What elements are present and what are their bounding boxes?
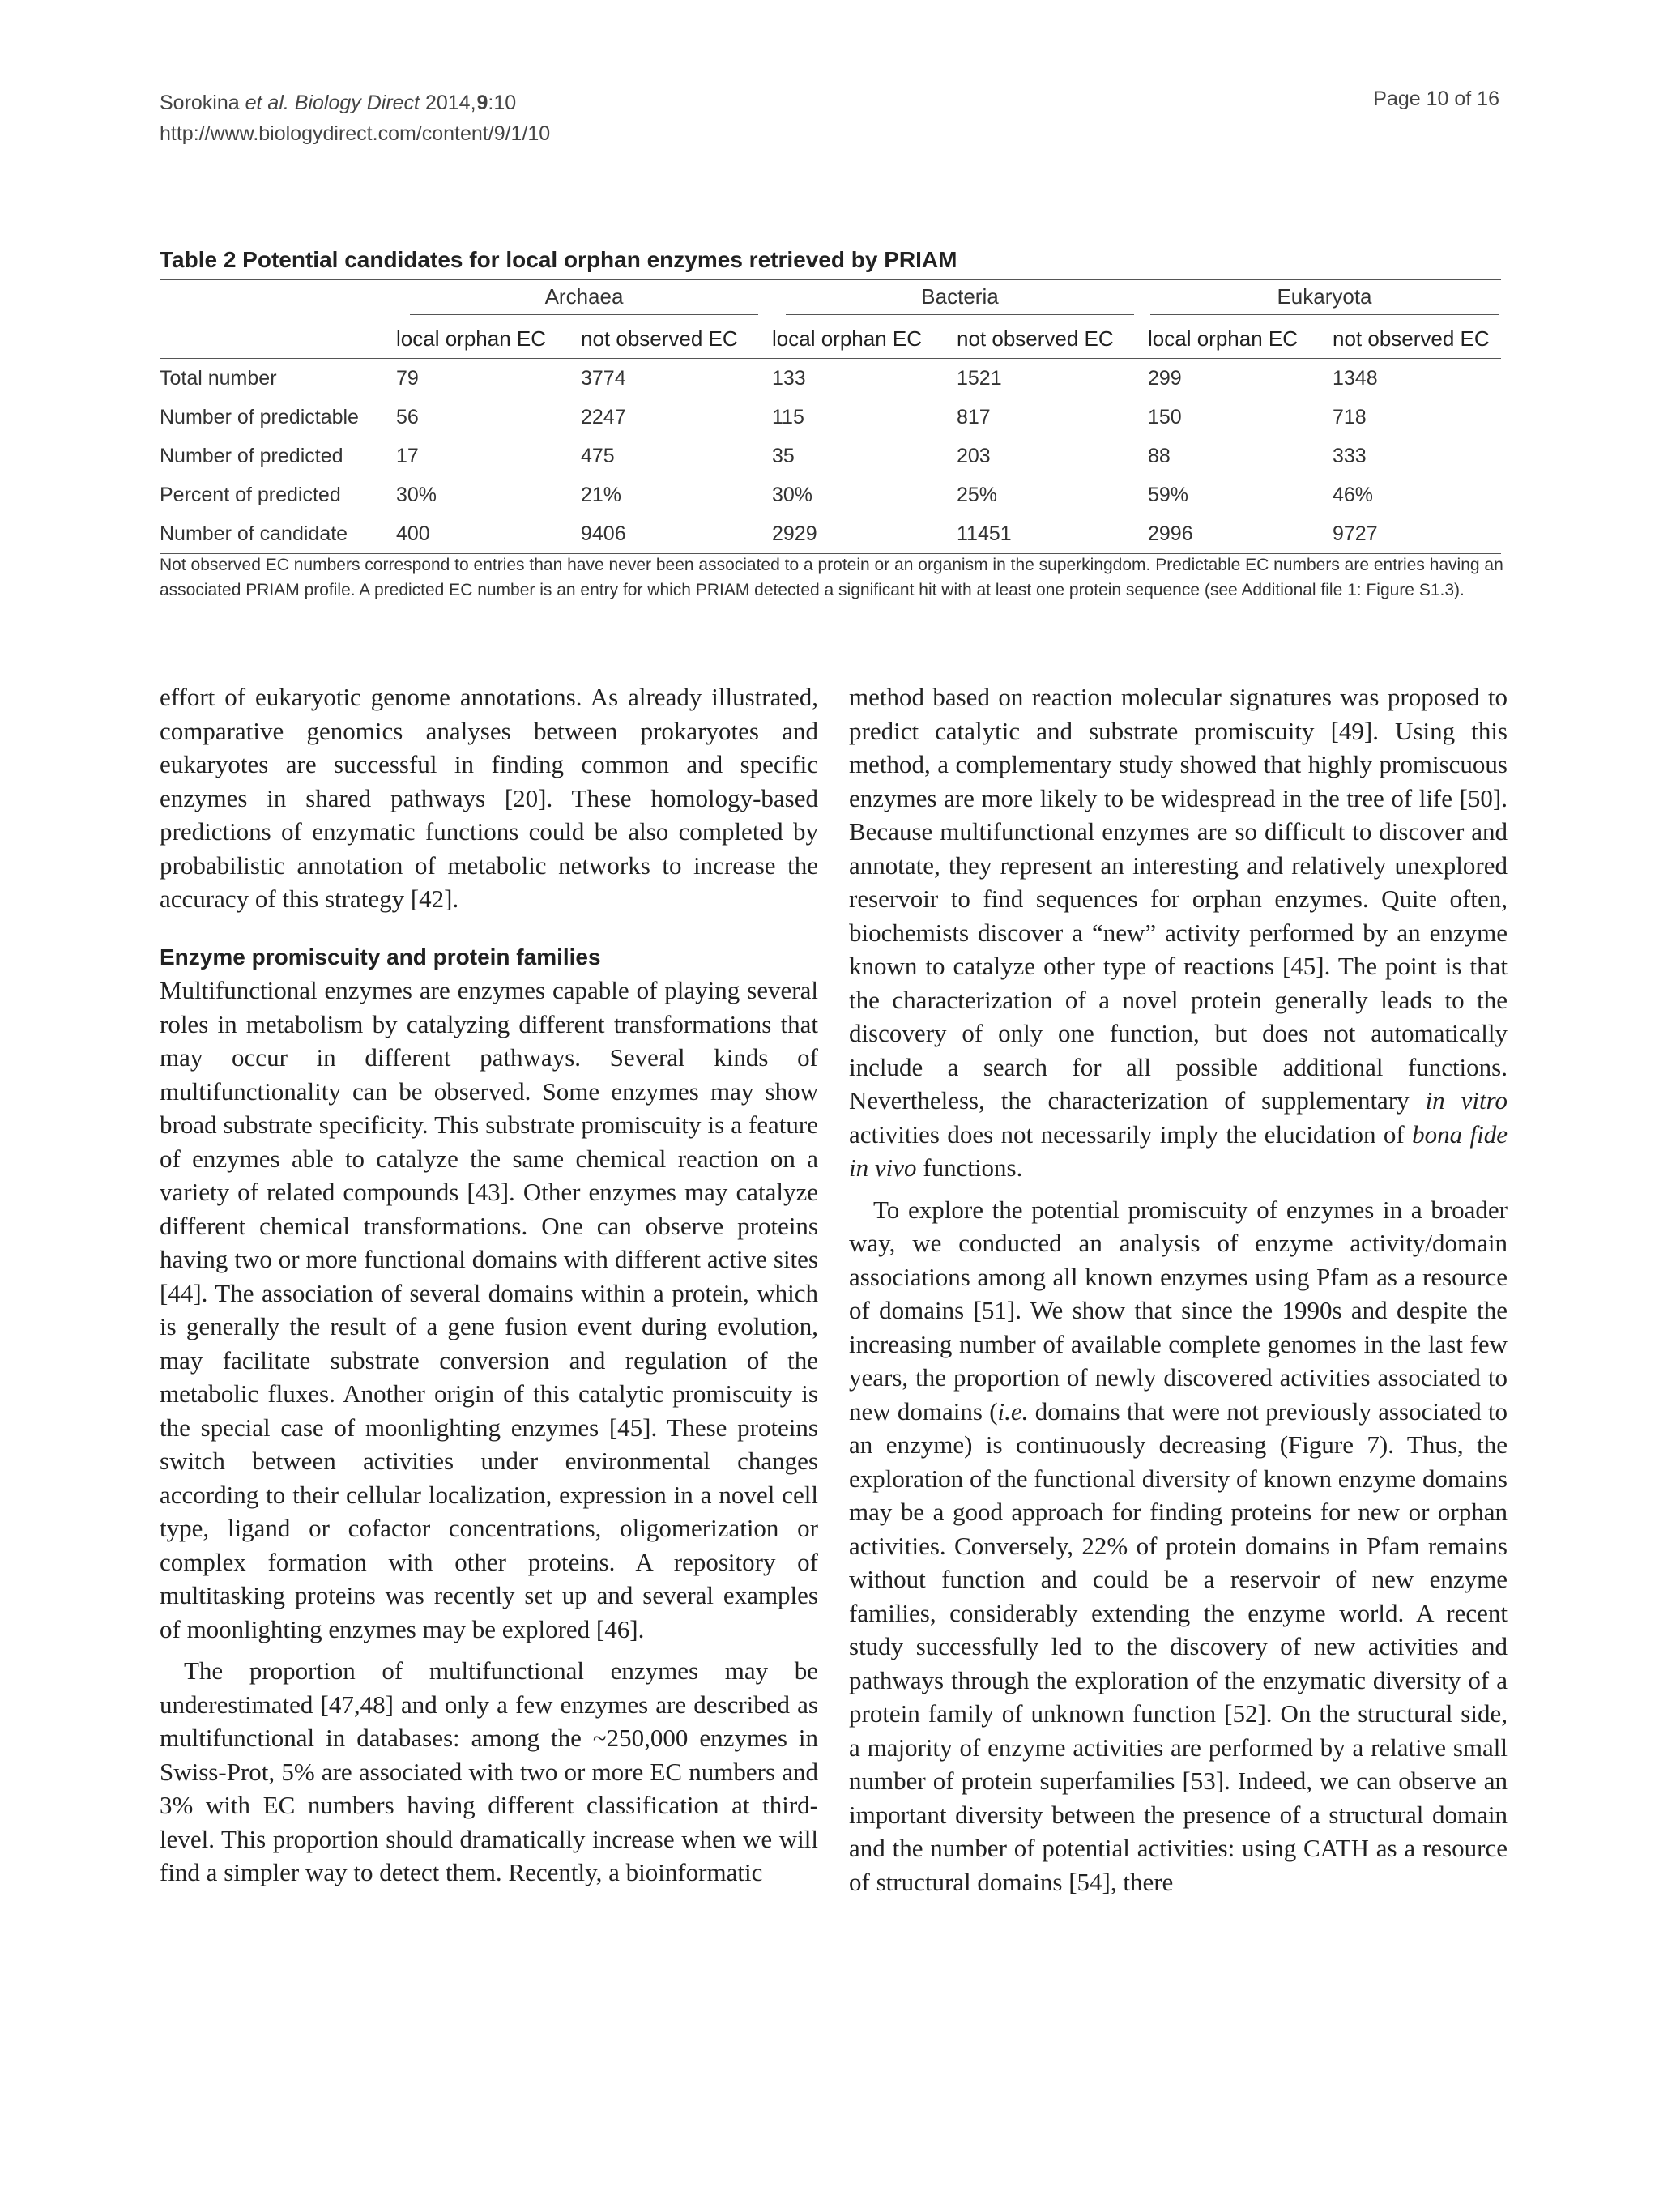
article-url[interactable]: http://www.biologydirect.com/content/9/1/10 <box>160 122 551 145</box>
table-cell: 2247 <box>581 405 626 428</box>
table-row <box>160 437 1501 475</box>
table-row <box>160 359 1501 399</box>
section-heading: Enzyme promiscuity and protein families <box>160 944 601 970</box>
table-cell: 79 <box>396 366 419 390</box>
table-group-header <box>160 280 1501 320</box>
column-header: local orphan EC <box>396 319 581 359</box>
group-eukaryota: Eukaryota <box>1148 280 1501 320</box>
table-cell: 203 <box>957 444 991 467</box>
citation-line: Sorokina et al. Biology Direct 2014, 9:10 <box>160 92 517 114</box>
table-cell: 718 <box>1333 405 1367 428</box>
table-cell: 299 <box>1148 366 1182 390</box>
table-cell: 1521 <box>957 366 1002 390</box>
table-row <box>160 514 1501 554</box>
table-cell: 25% <box>957 483 998 506</box>
column-header: local orphan EC <box>1148 319 1333 359</box>
table-cell: 133 <box>772 366 806 390</box>
table-cell: 30% <box>772 483 813 506</box>
table-cell: 3774 <box>581 366 626 390</box>
results-table <box>160 279 1501 554</box>
table-cell: 2996 <box>1148 514 1333 554</box>
table-title: Table 2 Potential candidates for local orphan enzymes retrieved by PRIAM <box>160 247 957 272</box>
table-row <box>160 398 1501 437</box>
table-cell: 17 <box>396 444 419 467</box>
column-header: local orphan EC <box>772 319 957 359</box>
right-column <box>849 680 1508 1899</box>
paragraph: To explore the potential promiscuity of enzymes in a broader way, we conducted an analysis of enzyme activity/domain associations among all known enzymes using Pfam as a resource of domains [51]. We show that since the 1990s and despite the increasing number of available complete genomes in the last few years, the proportion of newly discovered activities associated to new domains (i.e. domains that were not previously associated to an enzyme) is continuously decreasing (Figure 7). Thus, the exploration of the functional diversity of known enzyme domains may be a good approach for finding proteins for new or orphan activities. Conversely, 22% of protein domains in Pfam remains without function and could be a reservoir of new enzyme families, considerably extending the enzyme world. A recent study successfully led to the discovery of new activities and pathways through the exploration of the enzymatic diversity of a protein family of unknown function [52]. On the structural side, a majority of enzyme activities are performed by a relative small number of protein superfamilies [53]. Indeed, we can observe an important diversity between the presence of a structural domain and the number of potential activities: using CATH as a resource of structural domains [54], there <box>849 1195 1508 1896</box>
table-cell: 817 <box>957 405 991 428</box>
table-cell: 59% <box>1148 483 1189 506</box>
column-header: not observed EC <box>957 319 1148 359</box>
paragraph: Multifunctional enzymes are enzymes capable of playing several roles in metabolism by catalyzing different transformations that may occur in different pathways. Several kinds of multifunctionality can be observed. Some enzymes may show broad substrate specificity. This substrate promiscuity is a feature of enzymes able to catalyze the same chemical reaction on a variety of related compounds [43]. Other enzymes may catalyze different chemical transformations. One can observe proteins having two or more functional domains with different active sites [44]. The association of several domains within a protein, which is generally the result of a gene fusion event during evolution, may facilitate substrate conversion and regulation of the metabolic fluxes. Another origin of this catalytic promiscuity is the special case of moonlighting enzymes [45]. These proteins switch between activities under environmental changes according to their cellular localization, expression in a novel cell type, ligand or cofactor concentrations, oligomerization or complex formation with other proteins. A repository of multitasking proteins was recently set up and several examples of moonlighting enzymes may be explored [46]. <box>160 976 818 1643</box>
table-cell: 46% <box>1333 483 1374 506</box>
paragraph: The proportion of multifunctional enzymes may be underestimated [47,48] and only a few enzymes are described as multifunctional in databases: among the ~250,000 enzymes in Swiss-Prot, 5% are associated with two or more EC numbers and 3% with EC numbers having different classification at third-level. This proportion should dramatically increase when we will find a simpler way to detect them. Recently, a bioinformatic <box>160 1656 818 1886</box>
table-cell: 1348 <box>1333 366 1378 390</box>
page-number: Page 10 of 16 <box>1373 87 1499 110</box>
table-cell: 35 <box>772 444 795 467</box>
table-cell: 2929 <box>772 514 957 554</box>
row-label: Total number <box>160 366 277 390</box>
table-cell: 150 <box>1148 405 1182 428</box>
table-cell: 9406 <box>581 514 772 554</box>
paragraph: method based on reaction molecular signatures was proposed to predict catalytic and substrate promiscuity [49]. Using this method, a complementary study showed that highly promiscuous enzymes are more likely to be widespread in the tree of life [50]. Because multifunctional enzymes are so difficult to discover and annotate, they represent an interesting and relatively unexplored reservoir to find sequences for orphan enzymes. Quite often, biochemists discover a “new” activity performed by an enzyme known to catalyze other type of reactions [45]. The point is that the characterization of a novel protein generally leads to the discovery of only one function, but does not automatically include a search for all possible additional functions. Nevertheless, the characterization of supplementary in vitro activities does not necessarily imply the elucidation of bona fide in vivo functions. <box>849 683 1508 1182</box>
table-cell: 475 <box>581 444 615 467</box>
table-cell: 21% <box>581 483 622 506</box>
table-cell: 115 <box>772 405 804 428</box>
row-label: Number of predicted <box>160 444 343 467</box>
left-column <box>160 680 818 1890</box>
table-sub-header <box>160 319 1501 359</box>
table-cell: 11451 <box>957 514 1148 554</box>
column-header: not observed EC <box>581 319 772 359</box>
column-header: not observed EC <box>1333 319 1501 359</box>
table-row <box>160 475 1501 514</box>
table-cell: 56 <box>396 405 419 428</box>
table-cell: 400 <box>396 514 581 554</box>
table-cell: 30% <box>396 483 437 506</box>
row-label: Percent of predicted <box>160 483 341 506</box>
table-cell: 333 <box>1333 444 1367 467</box>
table-cell: 88 <box>1148 444 1171 467</box>
running-header <box>160 87 550 149</box>
paragraph: effort of eukaryotic genome annotations. As already illustrated, comparative genomics analyses between prokaryotes and eukaryotes are successful in finding common and specific enzymes in shared pathways [20]. These homology-based predictions of enzymatic functions could be also completed by probabilistic annotation of metabolic networks to increase the accuracy of this strategy [42]. <box>160 683 818 913</box>
table-footnote: Not observed EC numbers correspond to entries than have never been associated to a protein or an organism in the superkingdom. Predictable EC numbers are entries having an associated PRIAM profile. A predicted EC number is an entry for which PRIAM detected a significant hit with at least one protein sequence (see Additional file 1: Figure S1.3). <box>160 556 1503 599</box>
group-archaea: Archaea <box>396 280 772 320</box>
row-label: Number of predictable <box>160 405 359 428</box>
table-cell: 9727 <box>1333 514 1501 554</box>
group-bacteria: Bacteria <box>772 280 1148 320</box>
row-label: Number of candidate <box>160 514 396 554</box>
